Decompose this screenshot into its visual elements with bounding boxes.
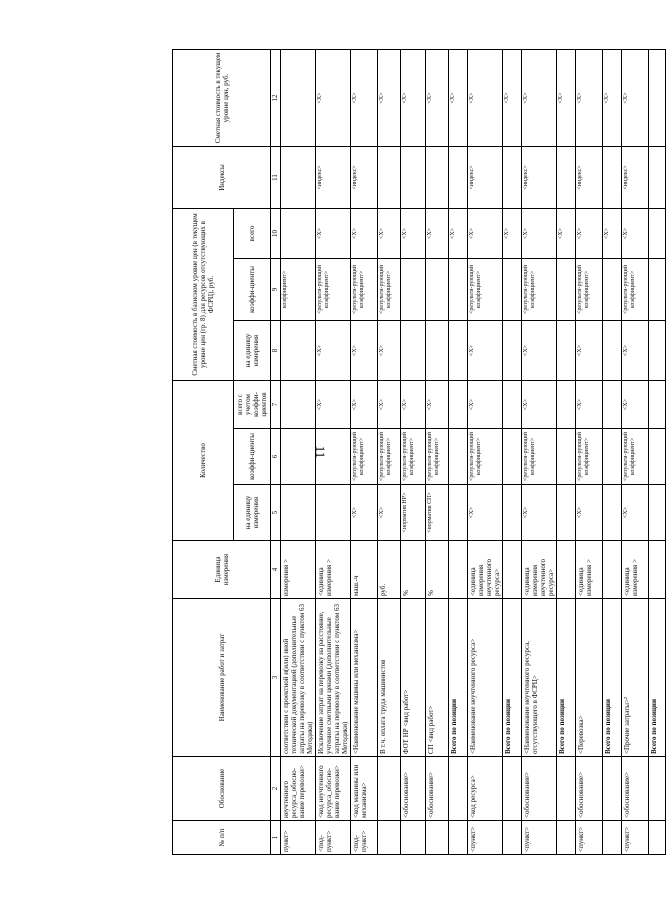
table-cell-col11: <индекс> xyxy=(576,147,603,209)
table-cell-col9: <результи-рующий коэффициент> xyxy=(468,259,503,321)
table-cell-col12: <X> xyxy=(401,50,426,147)
table-cell-col8: <X> xyxy=(576,321,603,381)
table-cell-col9: <результи-рующий коэффициент> xyxy=(576,259,603,321)
table-body xyxy=(281,50,666,855)
table-cell-col9: <результи-рующий коэффициент> xyxy=(622,259,649,321)
table-cell-col4: <единица измерения > xyxy=(576,541,603,599)
table-cell-col8 xyxy=(401,321,426,381)
table-cell-col9 xyxy=(449,259,468,321)
table-cell-col3: ФОТ НР <вид работ> xyxy=(401,599,426,757)
table-cell-col5 xyxy=(603,485,622,541)
table-cell-col8 xyxy=(603,321,622,381)
table-cell-col7: <X> xyxy=(622,381,649,429)
header-col4: Единица измерения xyxy=(173,541,271,599)
table-cell-col10: <X> xyxy=(622,209,649,259)
table-cell-col8: <X> xyxy=(468,321,503,381)
header-col3: Наименование работ и затрат xyxy=(173,599,271,757)
table-cell-col8 xyxy=(281,321,316,381)
table-cell-col4 xyxy=(449,541,468,599)
table-cell-col10: <X> xyxy=(426,209,449,259)
table-cell-col10 xyxy=(281,209,316,259)
table-cell-col2 xyxy=(603,757,622,821)
header-col1: № п/п xyxy=(173,821,271,855)
table-cell-col6: <результи-рующий коэффициент> xyxy=(378,429,401,485)
table-cell-col9 xyxy=(426,259,449,321)
table-cell-col6: <результи-рующий коэффициент> xyxy=(522,429,557,485)
table-cell-col8 xyxy=(557,321,576,381)
table-cell-col12: <X> xyxy=(522,50,557,147)
table-cell-col5: <норматив НР> xyxy=(401,485,426,541)
table-cell-col3: <Перевозка> xyxy=(576,599,603,757)
table-cell-col9 xyxy=(557,259,576,321)
table-cell-col9 xyxy=(503,259,522,321)
table-cell-col7: <X> xyxy=(522,381,557,429)
table-cell-col11 xyxy=(649,147,666,209)
table-cell-col8 xyxy=(503,321,522,381)
table-cell-col10 xyxy=(649,209,666,259)
table-cell-col11 xyxy=(603,147,622,209)
table-row xyxy=(503,50,522,855)
table-cell-col11: <индекс> xyxy=(522,147,557,209)
table-cell-col11 xyxy=(503,147,522,209)
table-cell-col9 xyxy=(603,259,622,321)
table-cell-col10: <X> xyxy=(449,209,468,259)
table-cell-col3: <Наименование неучтенного ресурса, отсутствующего в ФСРЦ> xyxy=(522,599,557,757)
table-cell-col5: <X> xyxy=(468,485,503,541)
table-cell-col3: Всего по позиции xyxy=(503,599,522,757)
table-cell-col11 xyxy=(557,147,576,209)
table-cell-col2: <код ресурса> xyxy=(468,757,503,821)
table-cell-col4: <единица измерения > xyxy=(622,541,649,599)
table-cell-col5: <X> xyxy=(351,485,378,541)
table-row xyxy=(557,50,576,855)
table-cell-col12 xyxy=(281,50,316,147)
col-number: 5 xyxy=(271,485,281,541)
table-cell-col2: <обоснование> xyxy=(576,757,603,821)
table-cell-col2: <обоснование> xyxy=(622,757,649,821)
table-cell-col8 xyxy=(426,321,449,381)
col-number: 11 xyxy=(271,147,281,209)
table-cell-col7: <X> xyxy=(316,381,351,429)
table-cell-col8: <X> xyxy=(351,321,378,381)
table-cell-col3: СП <вид работ> xyxy=(426,599,449,757)
table-cell-col11 xyxy=(401,147,426,209)
table-cell-col10: <X> xyxy=(576,209,603,259)
table-cell-col12 xyxy=(649,50,666,147)
table-cell-col1 xyxy=(557,821,576,855)
table-cell-col2: <обоснование> xyxy=(522,757,557,821)
col-number: 4 xyxy=(271,541,281,599)
table-cell-col10: <X> xyxy=(603,209,622,259)
table-cell-col11 xyxy=(449,147,468,209)
table-cell-col7: <X> xyxy=(426,381,449,429)
table-cell-col11: <индекс> xyxy=(316,147,351,209)
table-row xyxy=(622,50,649,855)
table-cell-col10: <X> xyxy=(557,209,576,259)
col-number: 9 xyxy=(271,259,281,321)
table-cell-col12: <X> xyxy=(449,50,468,147)
table-cell-col7 xyxy=(503,381,522,429)
table-cell-col11 xyxy=(281,147,316,209)
table-cell-col6 xyxy=(649,429,666,485)
table-row xyxy=(649,50,666,855)
table-cell-col12: <X> xyxy=(603,50,622,147)
header-col2: Обоснование xyxy=(173,757,271,821)
table-cell-col5 xyxy=(557,485,576,541)
table-cell-col1 xyxy=(401,821,426,855)
table-cell-col8: <X> xyxy=(378,321,401,381)
table-cell-col2: <обоснование> xyxy=(401,757,426,821)
table-cell-col2: неучтенного ресурса_обосно-вание перевозки> xyxy=(281,757,316,821)
table-cell-col4: руб. xyxy=(378,541,401,599)
table-cell-col11 xyxy=(378,147,401,209)
table-cell-col2 xyxy=(649,757,666,821)
header-index: Индексы xyxy=(173,147,271,209)
table-cell-col1 xyxy=(603,821,622,855)
table-row xyxy=(316,50,351,855)
header-cost-coef: коэффи-циенты xyxy=(234,259,271,321)
table-cell-col10: <X> xyxy=(522,209,557,259)
table-cell-col5: <X> xyxy=(576,485,603,541)
col-number: 7 xyxy=(271,381,281,429)
page-number: 11 xyxy=(313,445,328,459)
table-cell-col7 xyxy=(449,381,468,429)
header-qty-unit: на единицу измерения xyxy=(234,485,271,541)
table-row xyxy=(281,50,316,855)
table-cell-col8: <X> xyxy=(316,321,351,381)
table-cell-col2 xyxy=(378,757,401,821)
table-cell-col12: <X> xyxy=(426,50,449,147)
table-row xyxy=(603,50,622,855)
table-cell-col1 xyxy=(649,821,666,855)
table-cell-col10: <X> xyxy=(401,209,426,259)
table-cell-col2 xyxy=(503,757,522,821)
table-cell-col3: В т.ч. оплата труда машинистов xyxy=(378,599,401,757)
table-row xyxy=(426,50,449,855)
table-cell-col3: <Наименование машины или механизма> xyxy=(351,599,378,757)
table-cell-col3: <Наименование неучтенного ресурса> xyxy=(468,599,503,757)
table-cell-col5 xyxy=(649,485,666,541)
table-cell-col6 xyxy=(603,429,622,485)
table-cell-col4: измерения > xyxy=(281,541,316,599)
table-cell-col8 xyxy=(449,321,468,381)
header-qty: Количество xyxy=(173,381,234,541)
estimate-table-sheet xyxy=(172,50,658,855)
table-cell-col2 xyxy=(449,757,468,821)
table-cell-col7 xyxy=(557,381,576,429)
table-cell-col4: <единица измерения неучтенного ресурса> xyxy=(522,541,557,599)
table-cell-col12: <X> xyxy=(351,50,378,147)
table-cell-col3: Всего по позиции xyxy=(557,599,576,757)
table-cell-col3: Всего по позиции xyxy=(449,599,468,757)
table-cell-col2: <код неучтенного ресурса_обосно-вание перевозки> xyxy=(316,757,351,821)
header-qty-coef: коэффи-циенты xyxy=(234,429,271,485)
table-cell-col3: Исключение затрат на перевозку на расстояние, учтенное сметными ценами (дополнительные затраты на перевозку в соответствии с пунктом 63 Методики) xyxy=(316,599,351,757)
table-cell-col1: <под-пункт> xyxy=(351,821,378,855)
table-cell-col10: <X> xyxy=(351,209,378,259)
header-cost: Сметная стоимость в базисном уровне цен (в текущем уровне цен (гр. 8) для ресурсов отсутствующих в ФСРЦ), руб. xyxy=(173,209,234,381)
table-cell-col7: <X> xyxy=(576,381,603,429)
table-row xyxy=(378,50,401,855)
table-cell-col6: <результи-рующий коэффициент> xyxy=(622,429,649,485)
table-cell-col5 xyxy=(281,485,316,541)
table-cell-col11: <индекс> xyxy=(351,147,378,209)
table-cell-col1 xyxy=(378,821,401,855)
table-cell-col1: <пункт> xyxy=(576,821,603,855)
table-cell-col3: соответствии с проектной и(или) иной технической документацией (дополнительные затраты на перевозку в соответствии с пунктом 63 Методики) xyxy=(281,599,316,757)
table-cell-col4: <единица измерения неучтенного ресурса> xyxy=(468,541,503,599)
table-cell-col7: <X> xyxy=(401,381,426,429)
table-cell-col11 xyxy=(426,147,449,209)
col-number: 1 xyxy=(271,821,281,855)
table-cell-col12: <X> xyxy=(557,50,576,147)
table-cell-col1 xyxy=(426,821,449,855)
header-qty-total: всего с учетом коэффи-циентов xyxy=(234,381,271,429)
table-cell-col4: % xyxy=(426,541,449,599)
col-number: 3 xyxy=(271,599,281,757)
header-cost-total: всего xyxy=(234,209,271,259)
table-cell-col4 xyxy=(649,541,666,599)
table-cell-col4 xyxy=(557,541,576,599)
table-cell-col12: <X> xyxy=(576,50,603,147)
table-cell-col4 xyxy=(603,541,622,599)
table-cell-col1: <пункт> xyxy=(622,821,649,855)
table-row xyxy=(351,50,378,855)
table-cell-col11: <индекс> xyxy=(468,147,503,209)
table-row xyxy=(522,50,557,855)
table-cell-col2 xyxy=(557,757,576,821)
header-current: Сметная стоимость в текущем уровне цен, руб. xyxy=(173,50,271,147)
table-cell-col4: % xyxy=(401,541,426,599)
table-cell-col1: <пункт> xyxy=(468,821,503,855)
table-cell-col12: <X> xyxy=(503,50,522,147)
table-cell-col5 xyxy=(449,485,468,541)
table-cell-col12: <X> xyxy=(378,50,401,147)
table-cell-col6 xyxy=(557,429,576,485)
header-row-1 xyxy=(173,50,234,855)
table-cell-col1 xyxy=(503,821,522,855)
table-cell-col6 xyxy=(449,429,468,485)
col-number: 8 xyxy=(271,321,281,381)
table-cell-col7: <X> xyxy=(468,381,503,429)
col-number: 6 xyxy=(271,429,281,485)
table-cell-col6 xyxy=(316,429,351,485)
table-cell-col7: <X> xyxy=(351,381,378,429)
table-cell-col11: <индекс> xyxy=(622,147,649,209)
table-cell-col12: <X> xyxy=(316,50,351,147)
table-row xyxy=(401,50,426,855)
table-cell-col8: <X> xyxy=(522,321,557,381)
table-cell-col12: <X> xyxy=(622,50,649,147)
table-cell-col9: коэффициент> xyxy=(281,259,316,321)
table-cell-col6: <результи-рующий коэффициент> xyxy=(426,429,449,485)
table-row xyxy=(449,50,468,855)
table-cell-col4 xyxy=(503,541,522,599)
table-cell-col6 xyxy=(281,429,316,485)
table-cell-col5 xyxy=(316,485,351,541)
column-number-row xyxy=(271,50,281,855)
col-number: 10 xyxy=(271,209,281,259)
table-cell-col5: <X> xyxy=(622,485,649,541)
table-cell-col1: <под-пункт> xyxy=(316,821,351,855)
table-cell-col9: <результи-рующий коэффициент> xyxy=(316,259,351,321)
table-cell-col6: <результи-рующий коэффициент> xyxy=(468,429,503,485)
table-cell-col6: <результи-рующий коэффициент> xyxy=(576,429,603,485)
table-cell-col7 xyxy=(281,381,316,429)
table-cell-col6 xyxy=(503,429,522,485)
table-cell-col3: Всего по позиции xyxy=(649,599,666,757)
table-cell-col2: <обоснование> xyxy=(426,757,449,821)
table-cell-col7 xyxy=(649,381,666,429)
table-cell-col10: <X> xyxy=(503,209,522,259)
table-cell-col9: <результи-рующий коэффициент> xyxy=(522,259,557,321)
table-cell-col1: пункт> xyxy=(281,821,316,855)
table-cell-col10: <X> xyxy=(378,209,401,259)
table-cell-col8: <X> xyxy=(622,321,649,381)
table-cell-col7 xyxy=(603,381,622,429)
table-cell-col8 xyxy=(649,321,666,381)
estimate-table xyxy=(172,49,666,855)
table-cell-col9 xyxy=(649,259,666,321)
table-cell-col4: <единица измерения > xyxy=(316,541,351,599)
table-cell-col3: <Прочие затраты>² xyxy=(622,599,649,757)
table-cell-col6: <результи-рующий коэффициент> xyxy=(351,429,378,485)
col-number: 2 xyxy=(271,757,281,821)
table-cell-col1: <пункт> xyxy=(522,821,557,855)
table-row xyxy=(576,50,603,855)
table-cell-col9 xyxy=(401,259,426,321)
table-cell-col9: <результи-рующий коэффициент> xyxy=(351,259,378,321)
table-cell-col12: <X> xyxy=(468,50,503,147)
table-cell-col5 xyxy=(503,485,522,541)
table-row xyxy=(468,50,503,855)
table-cell-col2: <код машины или механизма> xyxy=(351,757,378,821)
header-cost-unit: на единицу измерения xyxy=(234,321,271,381)
table-cell-col3: Всего по позиции xyxy=(603,599,622,757)
table-cell-col6: <результи-рующий коэффициент> xyxy=(401,429,426,485)
table-cell-col5: <X> xyxy=(378,485,401,541)
table-cell-col7: <X> xyxy=(378,381,401,429)
table-cell-col10: <X> xyxy=(468,209,503,259)
table-cell-col10: <X> xyxy=(316,209,351,259)
col-number: 12 xyxy=(271,50,281,147)
table-cell-col5: <X> xyxy=(522,485,557,541)
table-cell-col9: <результи-рующий коэффициент> xyxy=(378,259,401,321)
table-cell-col4: маш.-ч xyxy=(351,541,378,599)
table-cell-col1 xyxy=(449,821,468,855)
table-cell-col5: <норматив СП> xyxy=(426,485,449,541)
